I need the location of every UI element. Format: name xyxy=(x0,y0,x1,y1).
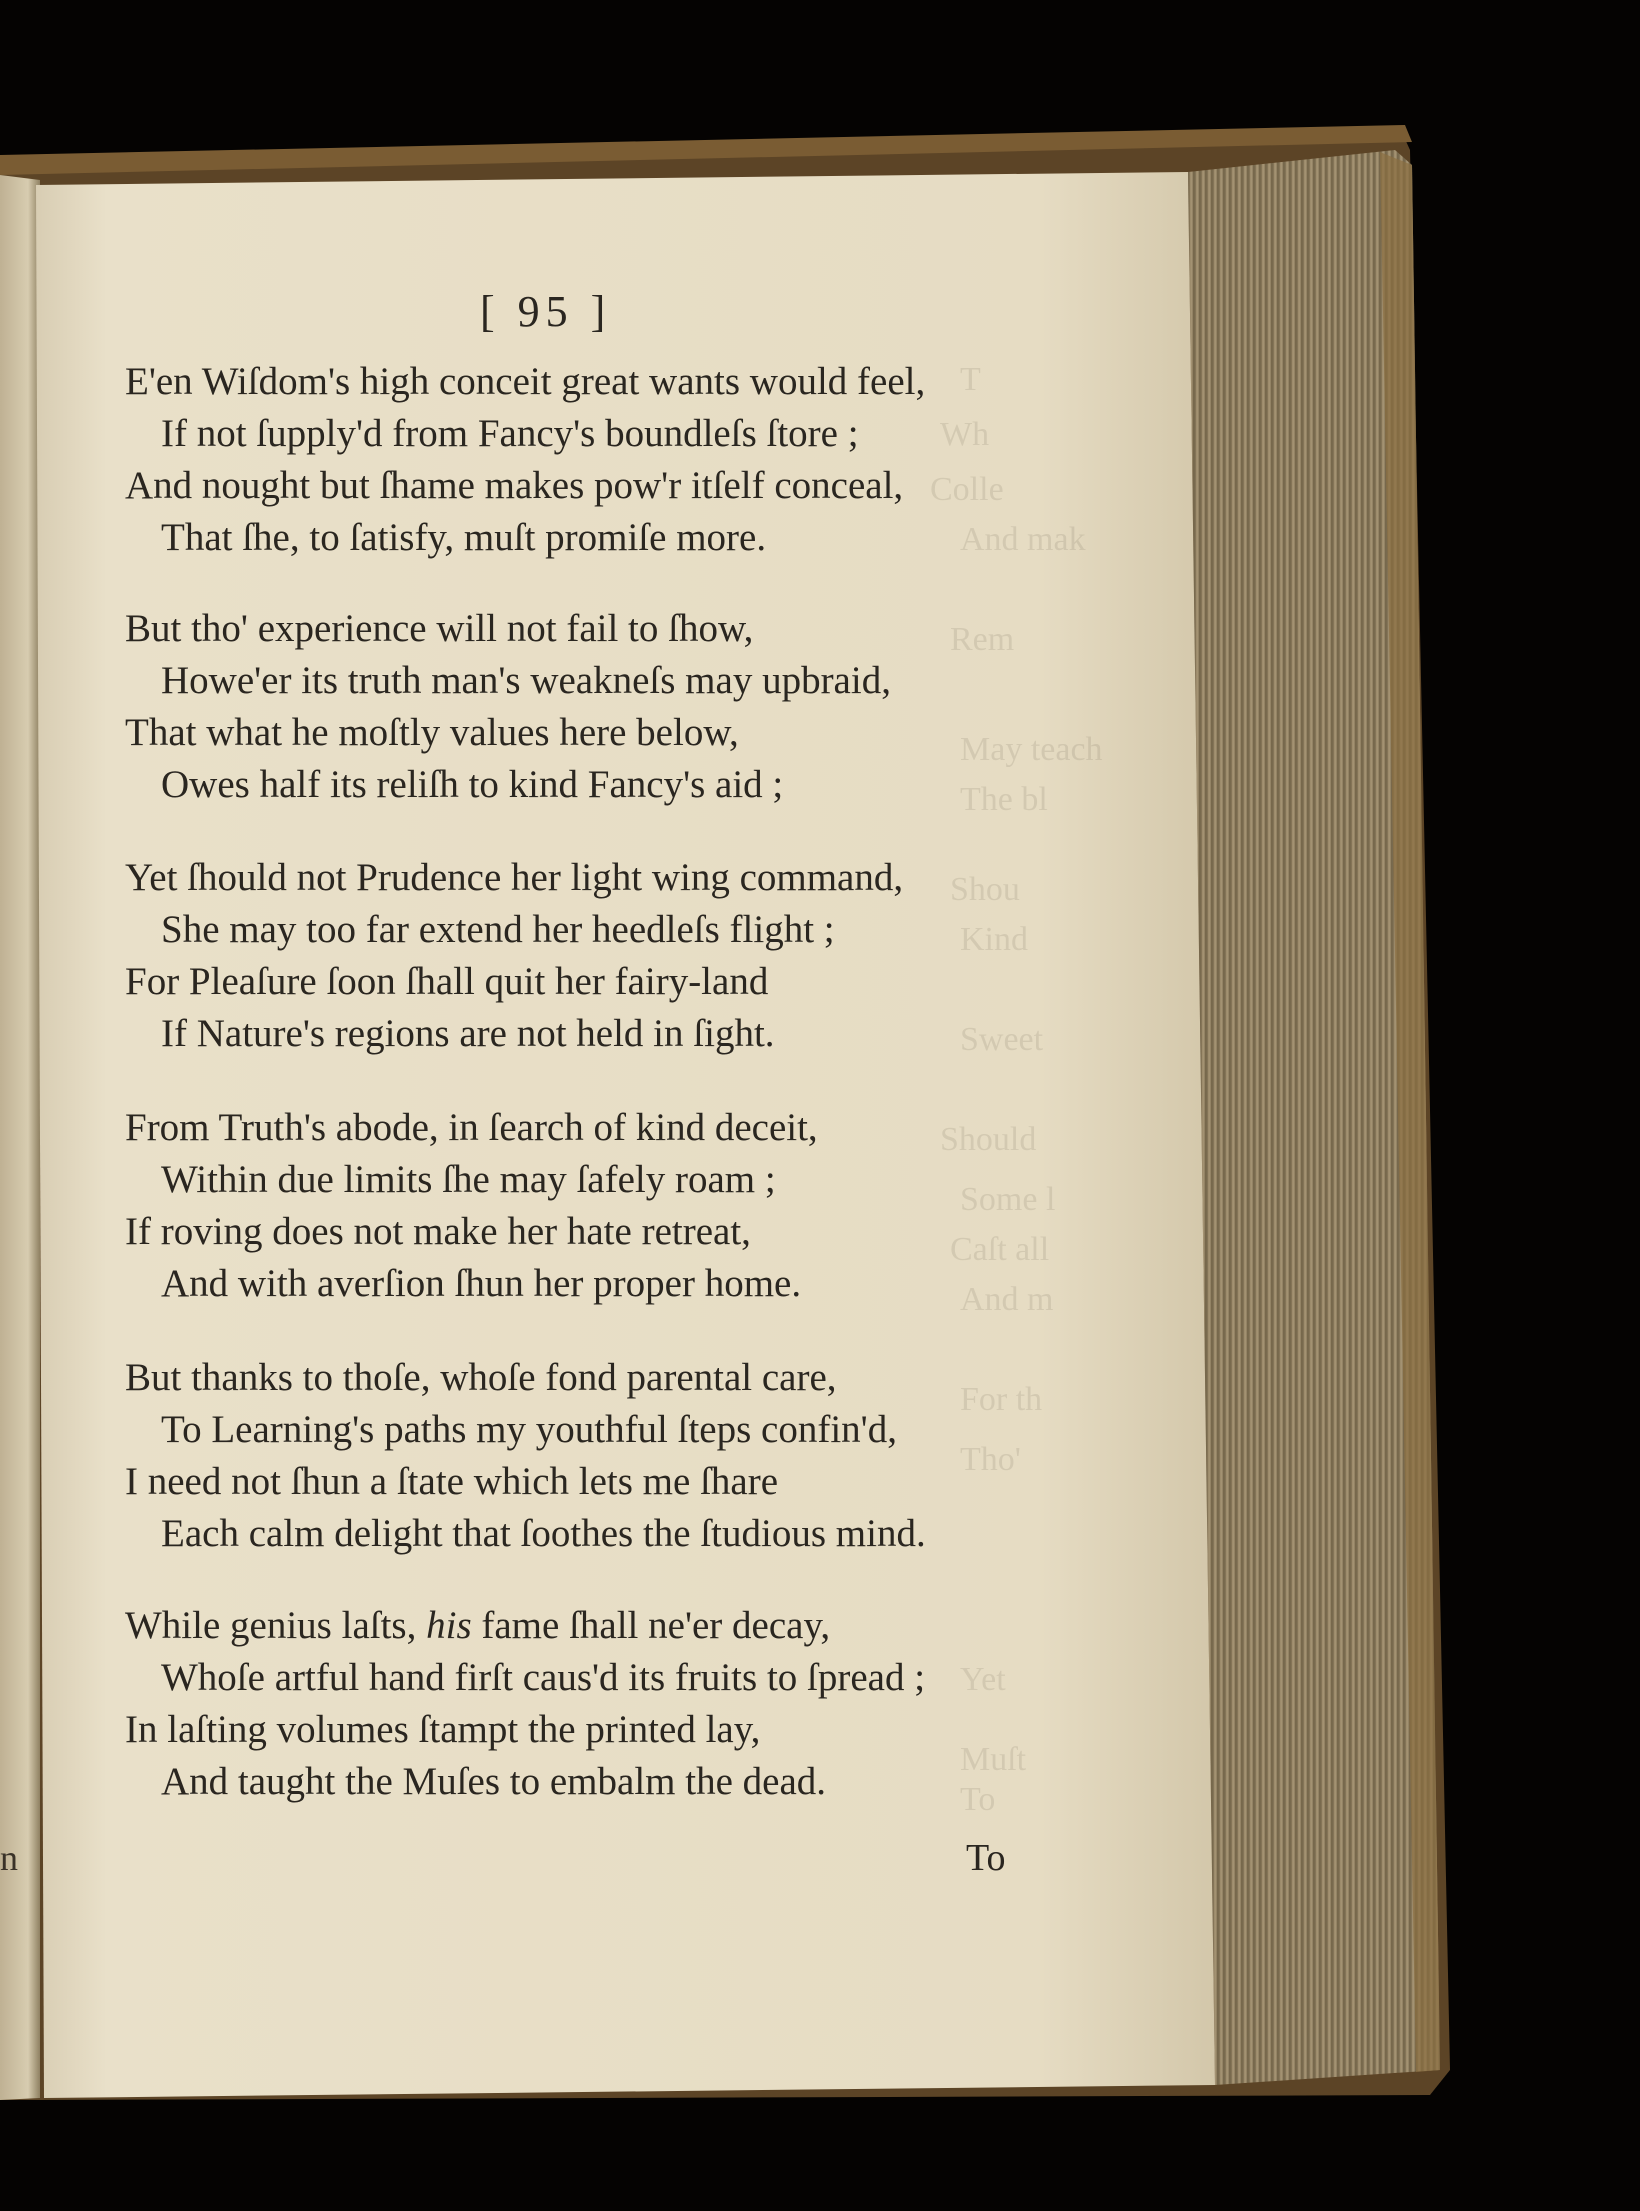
verse-line: If not ſupply'd from Fancy's boundleſs ſtore ; xyxy=(161,412,859,455)
verse-line: Each calm delight that ſoothes the ſtudious mind. xyxy=(161,1512,926,1555)
svg-text:Some l: Some l xyxy=(960,1181,1056,1218)
verse-line: To Learning's paths my youthful ſteps confin'd, xyxy=(161,1408,897,1451)
svg-text:T: T xyxy=(960,361,981,398)
svg-text:Muſt: Muſt xyxy=(960,1741,1027,1778)
verse-line: While genius laſts, his fame ſhall ne'er decay, xyxy=(125,1604,831,1647)
verse-line: And with averſion ſhun her proper home. xyxy=(161,1262,802,1305)
left-page-fragment: n xyxy=(0,1838,18,1878)
svg-text:And m: And m xyxy=(960,1281,1054,1318)
stanza-5 xyxy=(125,1352,945,1560)
svg-text:For th: For th xyxy=(960,1381,1043,1418)
verse-line: But tho' experience will not fail to ſhow, xyxy=(125,607,754,650)
svg-text:Wh: Wh xyxy=(940,416,990,453)
italic-word: his xyxy=(426,1604,472,1647)
svg-text:Rem: Rem xyxy=(950,621,1015,658)
svg-text:Should: Should xyxy=(940,1121,1037,1158)
verse-line: In laſting volumes ſtampt the printed lay, xyxy=(125,1708,761,1751)
verse-line: If roving does not make her hate retreat, xyxy=(125,1210,751,1253)
stanza-6 xyxy=(125,1600,945,1808)
svg-text:And mak: And mak xyxy=(960,521,1086,558)
svg-text:The bl: The bl xyxy=(960,781,1048,818)
svg-text:Caſt all: Caſt all xyxy=(950,1231,1050,1268)
stanza-2 xyxy=(125,603,945,811)
verse-line: She may too far extend her heedleſs flight ; xyxy=(161,908,835,951)
verse-line: Owes half its reliſh to kind Fancy's aid ; xyxy=(161,763,784,806)
verse-line: Whoſe artful hand firſt caus'd its fruits to ſpread ; xyxy=(161,1656,926,1699)
svg-text:Colle: Colle xyxy=(930,471,1004,508)
verse-line: If Nature's regions are not held in ſight. xyxy=(161,1012,775,1055)
verse-line: Yet ſhould not Prudence her light wing command, xyxy=(125,856,904,899)
stanza-4 xyxy=(125,1102,945,1310)
stanza-3 xyxy=(125,852,945,1060)
page-number: [ 95 ] xyxy=(480,287,612,336)
stanza-1 xyxy=(125,356,945,564)
verse-line: And taught the Muſes to embalm the dead. xyxy=(161,1760,827,1803)
verse-line: Howe'er its truth man's weakneſs may upbraid, xyxy=(161,659,891,702)
verse-line: For Pleaſure ſoon ſhall quit her fairy-land xyxy=(125,960,769,1003)
svg-text:Shou: Shou xyxy=(950,871,1020,908)
verse-line: But thanks to thoſe, whoſe fond parental care, xyxy=(125,1356,837,1399)
catchword: To xyxy=(966,1837,1006,1879)
verse-line: That ſhe, to ſatisfy, muſt promiſe more. xyxy=(161,516,767,559)
svg-text:Tho': Tho' xyxy=(960,1441,1021,1478)
verse-line: From Truth's abode, in ſearch of kind deceit, xyxy=(125,1106,818,1149)
svg-text:Yet: Yet xyxy=(960,1661,1006,1698)
svg-text:Kind: Kind xyxy=(960,921,1028,958)
verse-line: That what he moſtly values here below, xyxy=(125,711,739,754)
svg-text:Sweet: Sweet xyxy=(960,1021,1044,1058)
verse-line: And nought but ſhame makes pow'r itſelf conceal, xyxy=(125,464,904,507)
verse-line: I need not ſhun a ſtate which lets me ſhare xyxy=(125,1460,779,1503)
verse-line: Within due limits ſhe may ſafely roam ; xyxy=(161,1158,776,1201)
verse-line: E'en Wiſdom's high conceit great wants would feel, xyxy=(125,360,926,403)
svg-text:To: To xyxy=(960,1781,996,1818)
svg-text:May teach: May teach xyxy=(960,731,1103,768)
